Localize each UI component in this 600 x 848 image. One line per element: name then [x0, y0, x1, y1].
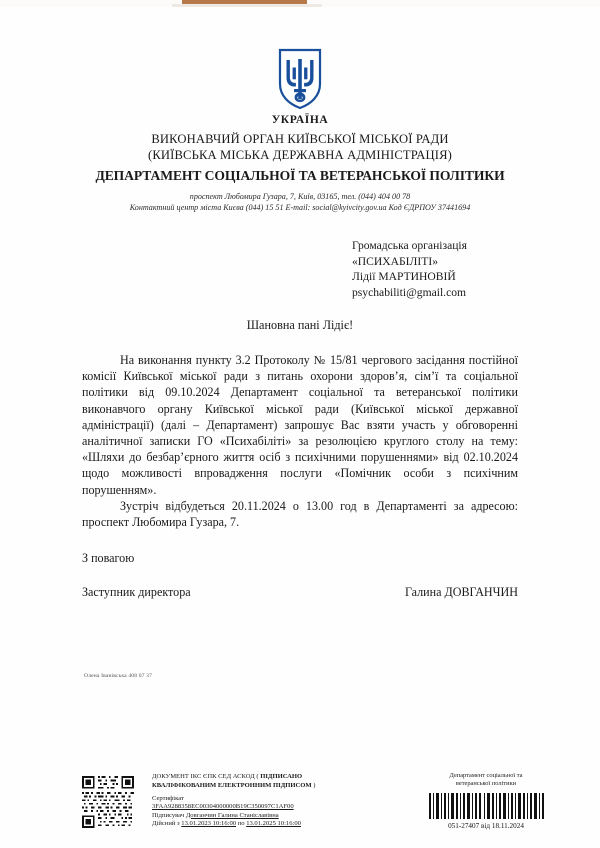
addressee-email: psychabiliti@gmail.com [352, 285, 467, 299]
validity-from: 13.01.2023 10:16:00 [181, 820, 237, 828]
electronic-signature-block [152, 773, 402, 829]
body-paragraph-2: Зустріч відбудеться 20.11.2024 о 13.00 год в Департаменті за адресою: проспект Любомира Гузара, 7. [82, 498, 518, 530]
validity-to: 13.01.2025 10:16:00 [246, 820, 301, 828]
qr-code-icon [82, 776, 134, 828]
signer-label: Підписувач [152, 811, 185, 819]
ukraine-trident-coat-of-arms-icon [277, 48, 323, 110]
addressee-organization: Громадська організація [352, 239, 467, 252]
executor-line: Олена Іванівська 408 07 37 [84, 673, 153, 679]
department-name: ДЕПАРТАМЕНТ СОЦІАЛЬНОЇ ТА ВЕТЕРАНСЬКОЇ ПОЛІТИКИ [95, 168, 505, 183]
signatory-position: Заступник директора [82, 585, 191, 599]
signature-headline-prefix: ДОКУМЕНТ ІКС ЄПК СЕД АСКОД ( [152, 773, 261, 780]
closing-regards: З повагою [82, 551, 135, 565]
letterhead [50, 114, 550, 213]
certificate-value: 3FAA9288358EC00304000000B19C350097C1AF00 [152, 803, 294, 811]
signature-row [82, 585, 518, 600]
signature-headline-bold-1: ПІДПИСАНО [260, 773, 303, 780]
country-name: УКРАЇНА [271, 114, 329, 126]
certificate-label: Сертифікат [152, 794, 184, 802]
scan-top-strip [0, 0, 600, 7]
registration-stamp [410, 772, 562, 830]
document-footer [0, 770, 600, 848]
body-paragraph-1: На виконання пункту 3.2 Протоколу № 15/81 чергового засідання постійної комісії Київської міської ради з питань охорони здоров’я, сім’ї та соціальної політики від 09.10.2024 Департамент соціальної та ветеранської політики виконавчого органу Київської міської ради (Київської міської державної адміністрації) (далі – Департамент) запрошує Вас взяти участь у обговоренні аналітичної записки ГО «Психабіліті» за резолюцією круглого столу на тему: «Шляхи до безбар’єрного життя осіб з психічними порушеннями» від 02.10.2024 щодо можливості впровадження послуги «Помічник особи з психічним порушенням». [82, 353, 518, 497]
contact-address-line: проспект Любомира Гузара, 7, Київ, 03165, тел. (044) 404 00 78 [189, 192, 411, 201]
organization-line-1: ВИКОНАВЧИЙ ОРГАН КИЇВСЬКОЇ МІСЬКОЇ РАДИ [151, 132, 449, 146]
addressee-organization-name: «ПСИХАБІЛІТІ» [352, 254, 439, 268]
addressee-person: Лідії МАРТИНОВІЙ [352, 270, 456, 283]
signer-value: Довганчин Галина Станіславівна [185, 811, 279, 819]
contact-center-line: Контактний центр міста Києва (044) 15 51 E-mail: social@kyivcity.gov.ua Код ЄДРПОУ 37441694 [129, 203, 471, 212]
signatory-name: Галина ДОВГАНЧИН [404, 585, 518, 599]
signature-headline-bold-2: КВАЛІФІКОВАНИМ ЕЛЕКТРОННИМ ПІДПИСОМ [152, 781, 312, 789]
addressee-block [352, 238, 582, 300]
stamp-registration-number: 051-27407 від 18.11.2024 [448, 821, 524, 830]
signature-headline [152, 773, 402, 791]
barcode-icon [427, 793, 545, 819]
letter-body [82, 352, 518, 530]
salutation: Шановна пані Лідіє! [246, 318, 354, 332]
emblem-container [0, 48, 600, 110]
signature-headline-suffix: ) [311, 781, 316, 789]
validity-label: Дійсний з [152, 820, 180, 828]
stamp-title-line-1: Департамент соціальної та [449, 772, 523, 779]
stamp-title-line-2: ветеранської політики [455, 780, 517, 788]
validity-to-label: по [237, 820, 245, 828]
scan-strip-bar-secondary [172, 4, 322, 7]
organization-line-2: (КИЇВСЬКА МІСЬКА ДЕРЖАВНА АДМІНІСТРАЦІЯ) [147, 147, 452, 162]
